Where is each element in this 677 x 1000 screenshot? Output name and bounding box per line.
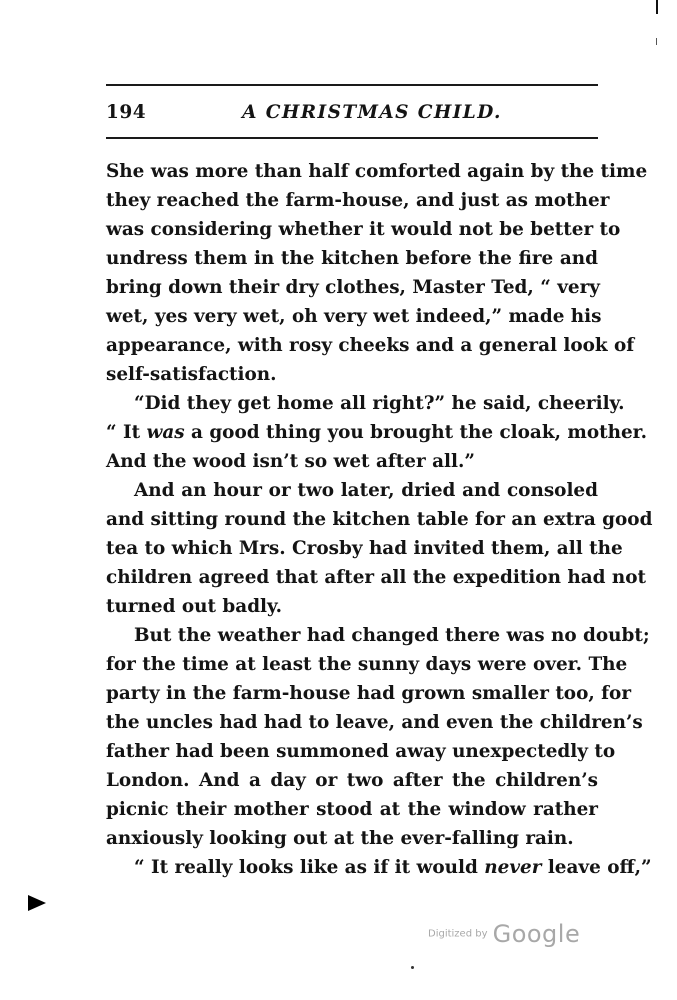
text-line: London. And a day or two after the children’s — [106, 770, 598, 791]
body-text — [106, 157, 653, 882]
scan-edge-mark — [656, 0, 658, 14]
paragraph — [106, 853, 652, 882]
text-line: and sitting round the kitchen table for an extra good — [106, 509, 653, 530]
text-line: And an hour or two later, dried and consoled — [134, 480, 598, 501]
text-line: And the wood isn’t so wet after all.” — [106, 451, 475, 472]
emphasis: never — [484, 857, 542, 878]
scan-edge-mark — [656, 38, 657, 45]
text-line: “Did they get home all right?” he said, cheerily. — [134, 393, 625, 414]
text-line: tea to which Mrs. Crosby had invited them, all the — [106, 538, 623, 559]
text-line: the uncles had had to leave, and even the children’s — [106, 712, 643, 733]
text-line: was considering whether it would not be better to — [106, 219, 621, 240]
text-line: for the time at least the sunny days were over. The — [106, 654, 628, 675]
text-line: “ It really looks like as if it would never leave off,” — [134, 857, 652, 878]
text-line: self-satisfaction. — [106, 364, 277, 385]
watermark-prefix: Digitized by — [428, 928, 488, 940]
text-line: wet, yes very wet, oh very wet indeed,” made his — [106, 306, 602, 327]
paragraph — [106, 157, 648, 389]
ink-speck — [411, 966, 414, 969]
text-line: But the weather had changed there was no doubt; — [134, 625, 650, 646]
text-line: undress them in the kitchen before the fire and — [106, 248, 598, 269]
paragraph — [106, 621, 650, 853]
text-line: picnic their mother stood at the window rather — [106, 799, 598, 820]
running-head — [106, 99, 598, 127]
text-line: they reached the farm-house, and just as mother — [106, 190, 610, 211]
text-line: bring down their dry clothes, Master Ted, “ very — [106, 277, 600, 298]
paragraph — [106, 389, 648, 476]
paragraph — [106, 476, 653, 621]
header-top-rule — [106, 84, 598, 86]
book-title: A CHRISTMAS CHILD. — [242, 102, 502, 123]
text-line: “ It was a good thing you brought the cloak, mother. — [106, 422, 648, 443]
text-line: appearance, with rosy cheeks and a general look of — [106, 335, 635, 356]
digitized-by-google-watermark — [428, 920, 580, 960]
text-line: children agreed that after all the expedition had not — [106, 567, 647, 588]
page-number: 194 — [106, 102, 147, 123]
google-logo: Google — [492, 920, 581, 948]
text-line: father had been summoned away unexpectedly to — [106, 741, 616, 762]
text-line: She was more than half comforted again by the time — [106, 161, 648, 182]
text-line: party in the farm-house had grown smaller too, for — [106, 683, 632, 704]
flag-mark — [28, 895, 46, 911]
header-bottom-rule — [106, 137, 598, 139]
text-line: anxiously looking out at the ever-falling rain. — [106, 828, 574, 849]
text-line: turned out badly. — [106, 596, 283, 617]
emphasis: was — [146, 422, 185, 443]
